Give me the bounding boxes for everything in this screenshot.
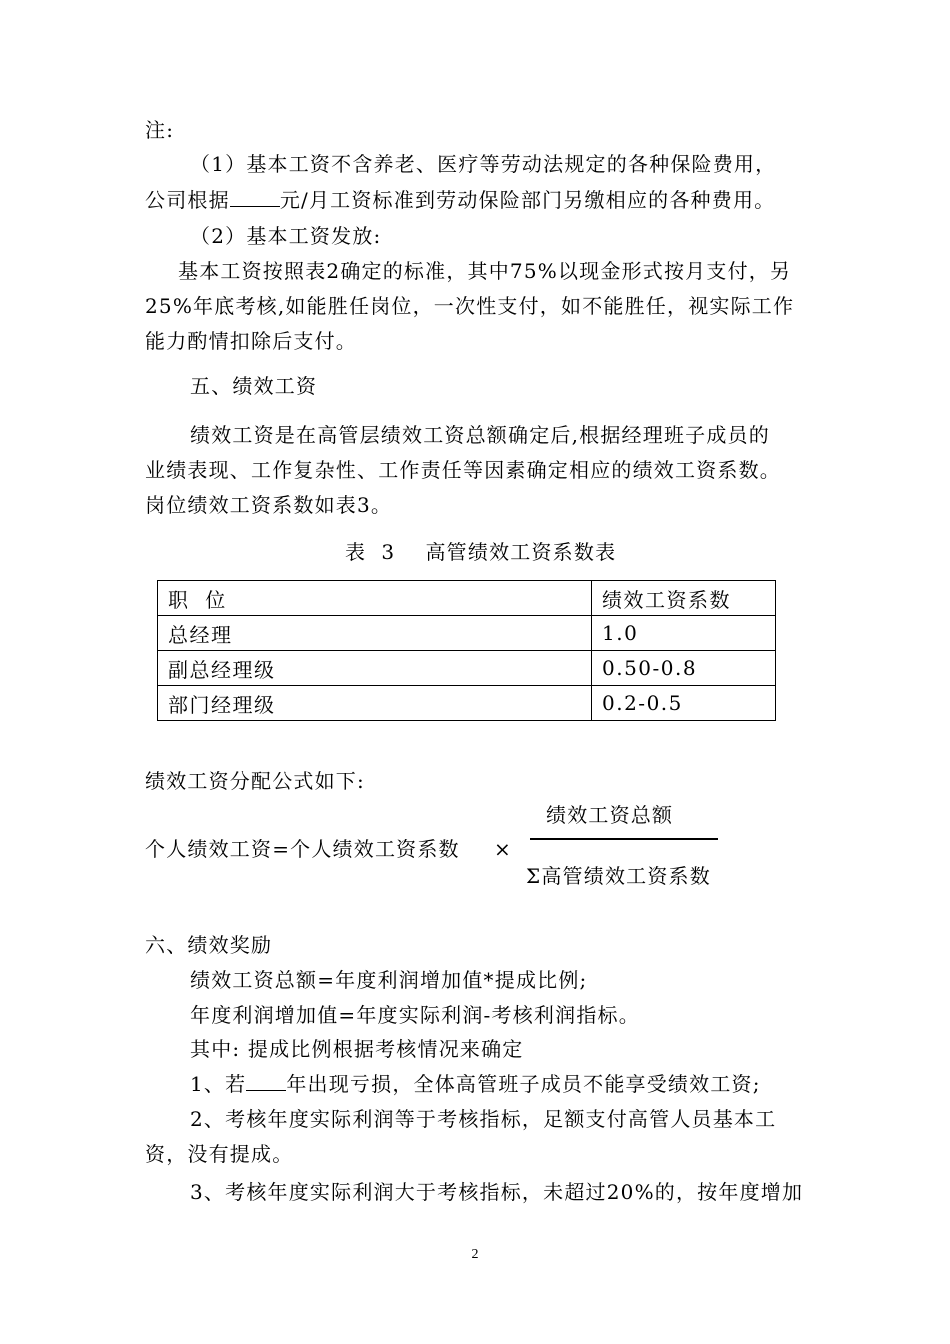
table-cell: 0.50-0.8 — [592, 651, 776, 686]
section6-item2-line2: 资，没有提成。 — [145, 1142, 294, 1166]
table-header-row — [158, 581, 776, 616]
section6-line3: 其中: 提成比例根据考核情况来确定 — [190, 1037, 524, 1061]
formula-times: × — [494, 837, 512, 861]
section6-item1-post: 年出现亏损，全体高管班子成员不能享受绩效工资; — [286, 1072, 761, 1096]
section5-para-line1: 绩效工资是在高管层绩效工资总额确定后,根据经理班子成员的 — [190, 423, 770, 447]
table-row — [158, 651, 776, 686]
table-cell: 总经理 — [158, 616, 592, 651]
table-row — [158, 686, 776, 721]
section6-item2-line1: 2、考核年度实际利润等于考核指标，足额支付高管人员基本工 — [190, 1107, 777, 1131]
section6-heading: 六、绩效奖励 — [145, 933, 273, 957]
note-item1-line2-pre: 公司根据 — [145, 188, 230, 212]
note-item1-line1: （1）基本工资不含养老、医疗等劳动法规定的各种保险费用， — [190, 152, 777, 176]
amount-blank[interactable] — [230, 188, 280, 207]
section6-line1: 绩效工资总额=年度利润增加值*提成比例; — [190, 968, 588, 992]
notes-label: 注: — [145, 118, 175, 142]
formula-lhs: 个人绩效工资=个人绩效工资系数 — [145, 837, 460, 861]
section5-para-line3: 岗位绩效工资系数如表3。 — [145, 493, 393, 517]
table-cell: 部门经理级 — [158, 686, 592, 721]
year-blank[interactable] — [246, 1072, 286, 1091]
section5-para-line2: 业绩表现、工作复杂性、工作责任等因素确定相应的绩效工资系数。 — [145, 458, 781, 482]
fraction-bar — [530, 838, 718, 840]
note-item1-line2 — [145, 186, 775, 214]
section6-line2: 年度利润增加值=年度实际利润-考核利润指标。 — [190, 1003, 640, 1027]
table-cell: 1.0 — [592, 616, 776, 651]
table-caption: 表 3 高管绩效工资系数表 — [345, 540, 617, 564]
note-item2-line1: 基本工资按照表2确定的标准，其中75%以现金形式按月支付，另 — [178, 259, 792, 283]
table-row — [158, 616, 776, 651]
table-cell: 副总经理级 — [158, 651, 592, 686]
note-item2-title: （2）基本工资发放: — [190, 224, 382, 248]
formula-denominator: Σ高管绩效工资系数 — [526, 864, 711, 888]
page-number: 2 — [471, 1247, 479, 1262]
note-item2-line2: 25%年底考核,如能胜任岗位，一次性支付，如不能胜任，视实际工作 — [145, 294, 795, 318]
table-cell: 0.2-0.5 — [592, 686, 776, 721]
coefficient-table — [157, 580, 776, 721]
note-item2-line3: 能力酌情扣除后支付。 — [145, 329, 357, 353]
section6-item1 — [190, 1070, 761, 1098]
formula-numerator: 绩效工资总额 — [546, 803, 674, 827]
section5-heading: 五、绩效工资 — [190, 374, 318, 398]
section6-item1-pre: 1、若 — [190, 1072, 247, 1096]
header-position: 职 位 — [158, 581, 592, 616]
formula-intro: 绩效工资分配公式如下: — [145, 769, 365, 793]
header-coefficient: 绩效工资系数 — [592, 581, 776, 616]
section6-item3-line1: 3、考核年度实际利润大于考核指标，未超过20%的，按年度增加 — [190, 1180, 804, 1204]
note-item1-line2-post: 元/月工资标准到劳动保险部门另缴相应的各种费用。 — [279, 188, 776, 212]
